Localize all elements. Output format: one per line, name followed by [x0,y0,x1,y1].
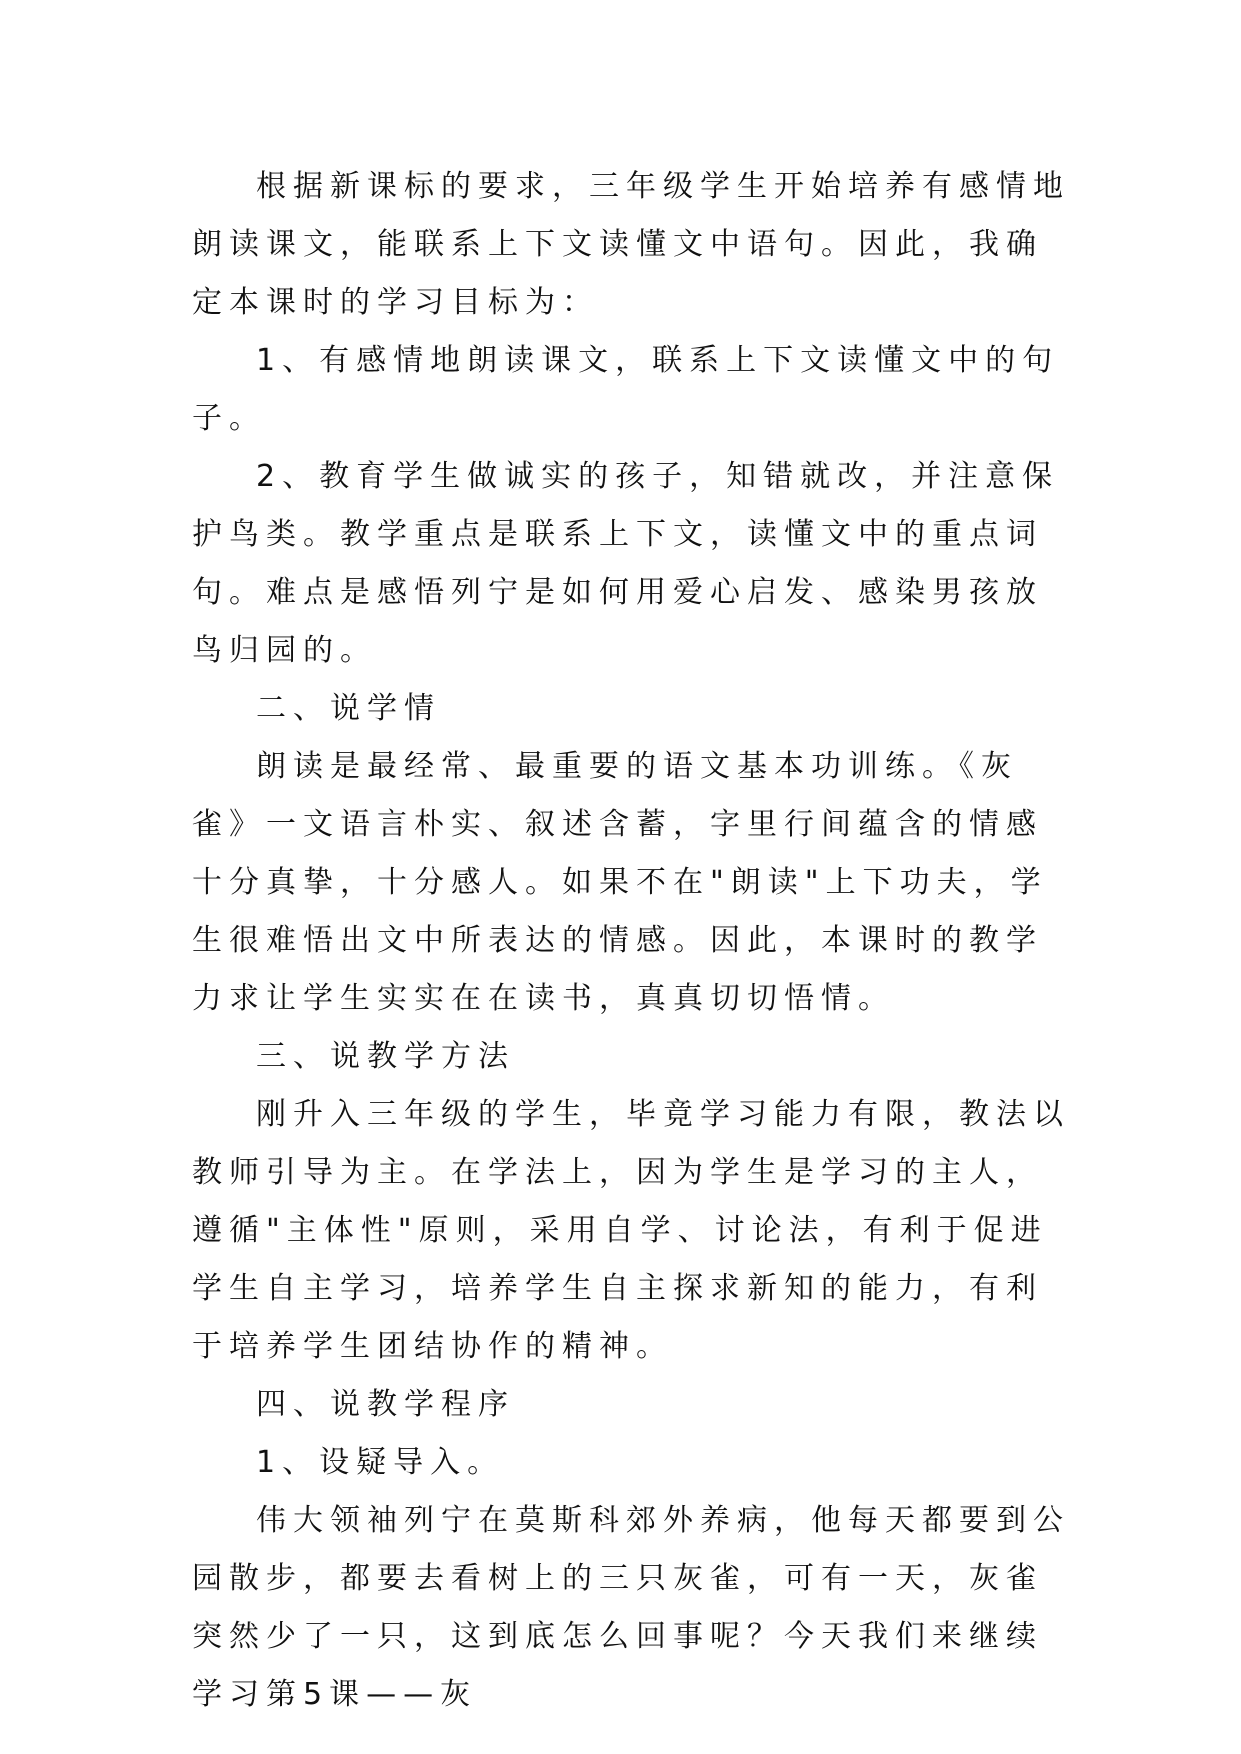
section-heading-teaching-methods: 三、说教学方法 [256,1039,515,1074]
section-heading-student-situation: 二、说学情 [256,691,441,726]
paragraph-goal-1: 1、有感情地朗读课文，联系上下文读懂文中的句子。 [192,343,1060,436]
paragraph-learning-goal-intro: 根据新课标的要求，三年级学生开始培养有感情地朗读课文，能联系上下文读懂文中语句。因此，我确定本课时的学习目标为： [192,169,1070,320]
paragraph-goal-2: 2、教育学生做诚实的孩子，知错就改，并注意保护鸟类。教学重点是联系上下文，读懂文中的重点词句。难点是感悟列宁是如何用爱心启发、感染男孩放鸟归园的。 [192,459,1060,668]
step-heading-introduction: 1、设疑导入。 [256,1445,505,1480]
paragraph-teaching-methods: 刚升入三年级的学生，毕竟学习能力有限，教法以教师引导为主。在学法上，因为学生是学习的主人，遵循"主体性"原则，采用自学、讨论法，有利于促进学生自主学习，培养学生自主探求新知的能力，有利于培养学生团结协作的精神。 [192,1097,1070,1364]
document-body [192,158,1072,1724]
paragraph-introduction: 伟大领袖列宁在莫斯科郊外养病，他每天都要到公园散步，都要去看树上的三只灰雀，可有一天，灰雀突然少了一只，这到底怎么回事呢？今天我们来继续学习第5课——灰 [192,1503,1070,1712]
section-heading-teaching-procedure: 四、说教学程序 [256,1387,515,1422]
paragraph-student-situation: 朗读是最经常、最重要的语文基本功训练。《灰雀》一文语言朴实、叙述含蓄，字里行间蕴含的情感十分真挚，十分感人。如果不在"朗读"上下功夫，学生很难悟出文中所表达的情感。因此，本课时的教学力求让学生实实在在读书，真真切切悟情。 [192,749,1048,1016]
